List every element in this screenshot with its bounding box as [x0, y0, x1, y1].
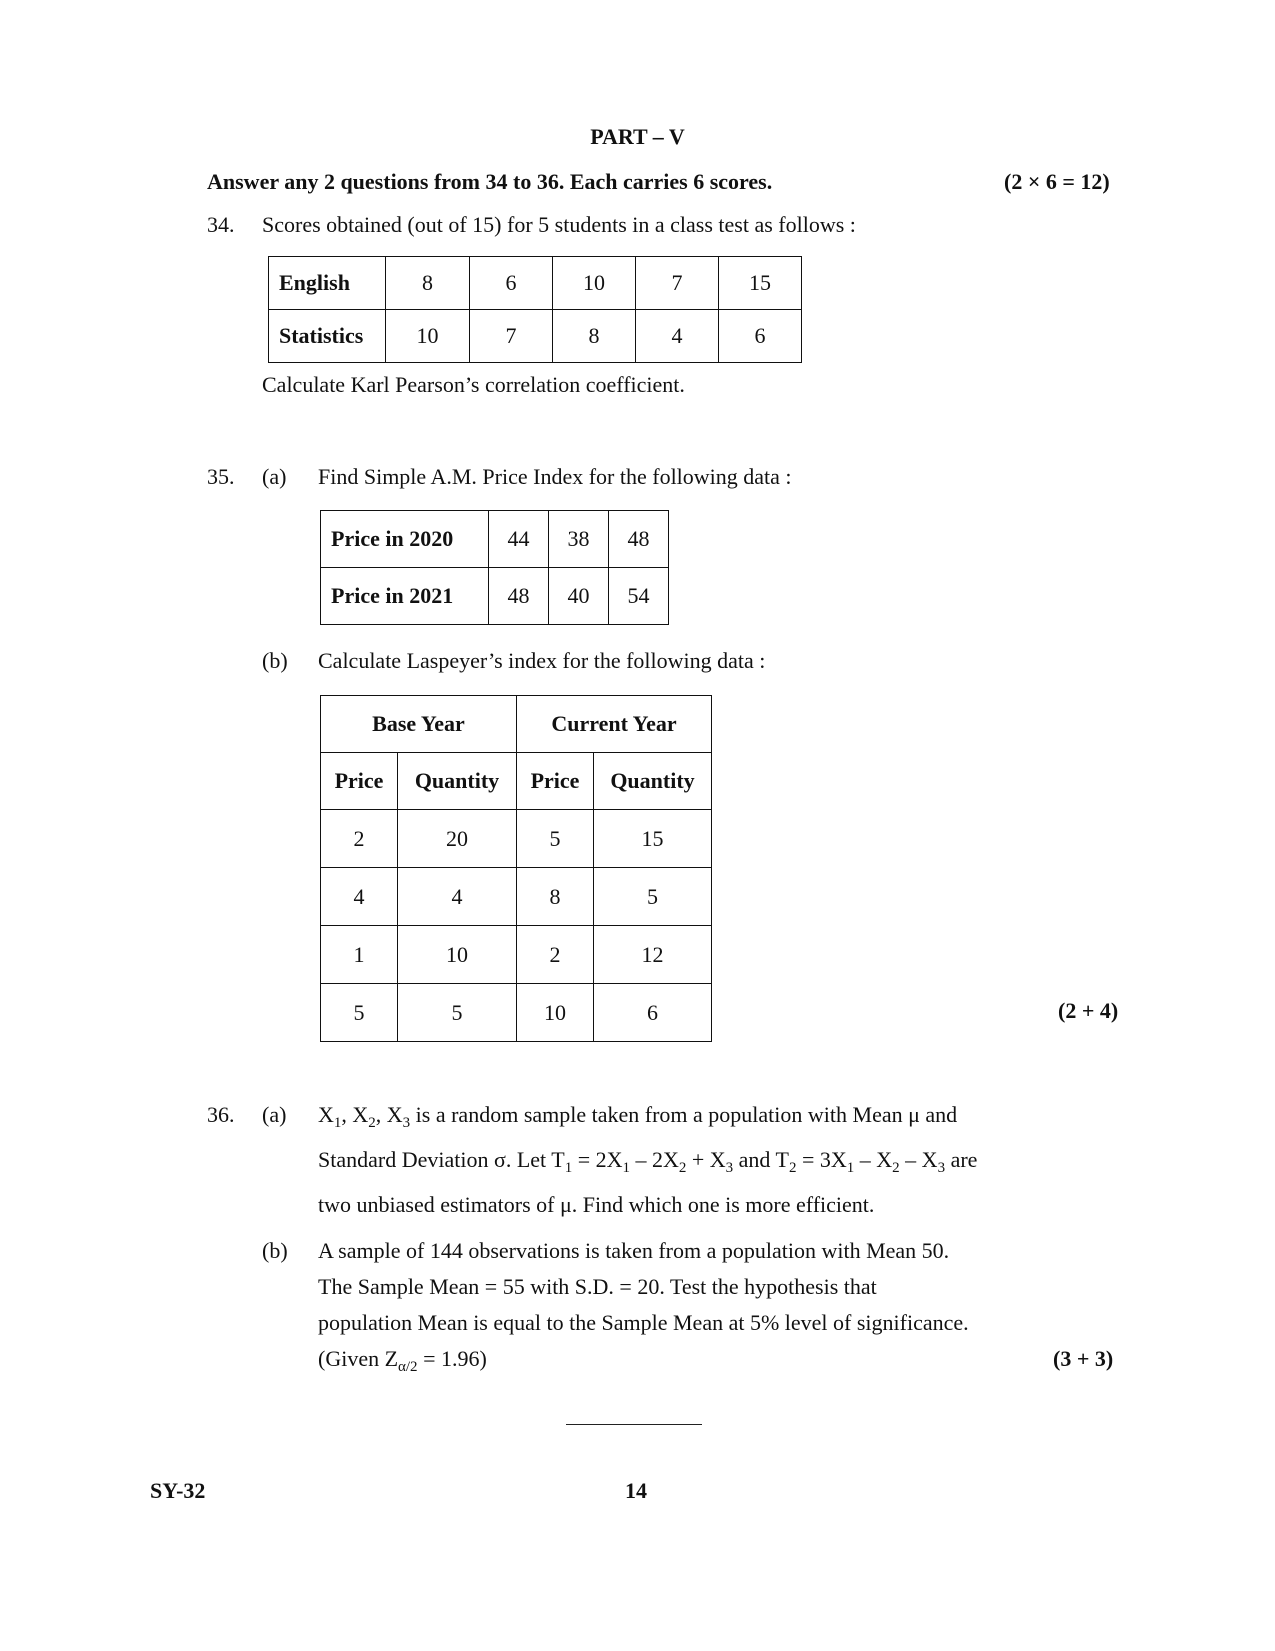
- table-row: [321, 926, 712, 984]
- q36-number: 36.: [207, 1102, 235, 1127]
- q36b-line1: A sample of 144 observations is taken from a population with Mean 50.: [318, 1238, 950, 1263]
- row-label-statistics: Statistics: [269, 310, 386, 363]
- table-cell: 10: [517, 984, 594, 1042]
- table-row: [321, 568, 669, 625]
- q35b-label: (b): [262, 648, 288, 673]
- table-cell: 48: [489, 568, 549, 625]
- table-cell: 5: [321, 984, 398, 1042]
- table-cell: 10: [386, 310, 470, 363]
- table-cell: 1: [321, 926, 398, 984]
- table-cell: 5: [594, 868, 712, 926]
- table-row: [321, 984, 712, 1042]
- row-label-price-2021: Price in 2021: [321, 568, 489, 625]
- table-cell: 6: [594, 984, 712, 1042]
- table-cell: 8: [386, 257, 470, 310]
- column-header: Quantity: [594, 753, 712, 810]
- table-cell: 20: [398, 810, 517, 868]
- instruction-marks: (2 × 6 = 12): [1004, 169, 1110, 194]
- q34-text: Scores obtained (out of 15) for 5 students in a class test as follows :: [262, 212, 856, 237]
- end-rule: [566, 1424, 702, 1425]
- q36a-label: (a): [262, 1102, 287, 1127]
- table-cell: 4: [321, 868, 398, 926]
- table-cell: 15: [719, 257, 802, 310]
- column-header: Price: [517, 753, 594, 810]
- table-cell: 8: [553, 310, 636, 363]
- table-cell: 6: [719, 310, 802, 363]
- row-label-english: English: [269, 257, 386, 310]
- table-cell: 10: [398, 926, 517, 984]
- instruction-text: Answer any 2 questions from 34 to 36. Each carries 6 scores.: [207, 169, 773, 194]
- table-cell: 7: [636, 257, 719, 310]
- table-cell: 5: [398, 984, 517, 1042]
- table-row: [269, 257, 802, 310]
- q36a-line2: Standard Deviation σ. Let $T_1 = 2X_1 - 2X_2 + X_3$ and $T_2 = 3X_1 - X_2 - X_3$ are: [318, 1147, 978, 1176]
- table-cell: 40: [549, 568, 609, 625]
- q35a-text: Find Simple A.M. Price Index for the following data :: [318, 464, 792, 489]
- q34-scores-table: [268, 256, 802, 363]
- group-header-current-year: Current Year: [517, 696, 712, 753]
- table-cell: 7: [470, 310, 553, 363]
- column-header: Price: [321, 753, 398, 810]
- q36b-line3: population Mean is equal to the Sample Mean at 5% level of significance.: [318, 1310, 969, 1335]
- table-cell: 5: [517, 810, 594, 868]
- table-cell: 4: [398, 868, 517, 926]
- table-cell: 10: [553, 257, 636, 310]
- q34-number: 34.: [207, 212, 235, 237]
- table-cell: 15: [594, 810, 712, 868]
- q35b-text: Calculate Laspeyer’s index for the following data :: [318, 648, 766, 673]
- q36-marks: (3 + 3): [1053, 1346, 1114, 1371]
- row-label-price-2020: Price in 2020: [321, 511, 489, 568]
- table-row: [321, 868, 712, 926]
- part-title: PART – V: [590, 124, 685, 149]
- q35b-laspeyre-table: [320, 695, 712, 1042]
- table-cell: 44: [489, 511, 549, 568]
- table-cell: 4: [636, 310, 719, 363]
- q35a-label: (a): [262, 464, 287, 489]
- q36b-line4: (Given $Z_{\alpha/2} = 1.96$): [318, 1346, 487, 1375]
- q36b-label: (b): [262, 1238, 288, 1263]
- q36a-line1: $X_1$, $X_2$, $X_3$ is a random sample taken from a population with Mean μ and: [318, 1102, 958, 1131]
- q35-number: 35.: [207, 464, 235, 489]
- table-cell: 54: [609, 568, 669, 625]
- table-row: [269, 310, 802, 363]
- table-row: [321, 810, 712, 868]
- table-cell: 6: [470, 257, 553, 310]
- table-cell: 12: [594, 926, 712, 984]
- table-cell: 48: [609, 511, 669, 568]
- page-number: 14: [625, 1478, 647, 1503]
- table-cell: 2: [517, 926, 594, 984]
- table-row: [321, 753, 712, 810]
- table-cell: 38: [549, 511, 609, 568]
- table-row: [321, 696, 712, 753]
- q35a-price-table: [320, 510, 669, 625]
- q36a-line3: two unbiased estimators of μ. Find which one is more efficient.: [318, 1192, 875, 1217]
- table-cell: 8: [517, 868, 594, 926]
- table-cell: 2: [321, 810, 398, 868]
- table-row: [321, 511, 669, 568]
- group-header-base-year: Base Year: [321, 696, 517, 753]
- column-header: Quantity: [398, 753, 517, 810]
- q35-marks: (2 + 4): [1058, 998, 1119, 1023]
- footer-code: SY-32: [150, 1478, 206, 1503]
- q34-task: Calculate Karl Pearson’s correlation coefficient.: [262, 372, 685, 397]
- q36b-line2: The Sample Mean = 55 with S.D. = 20. Test the hypothesis that: [318, 1274, 877, 1299]
